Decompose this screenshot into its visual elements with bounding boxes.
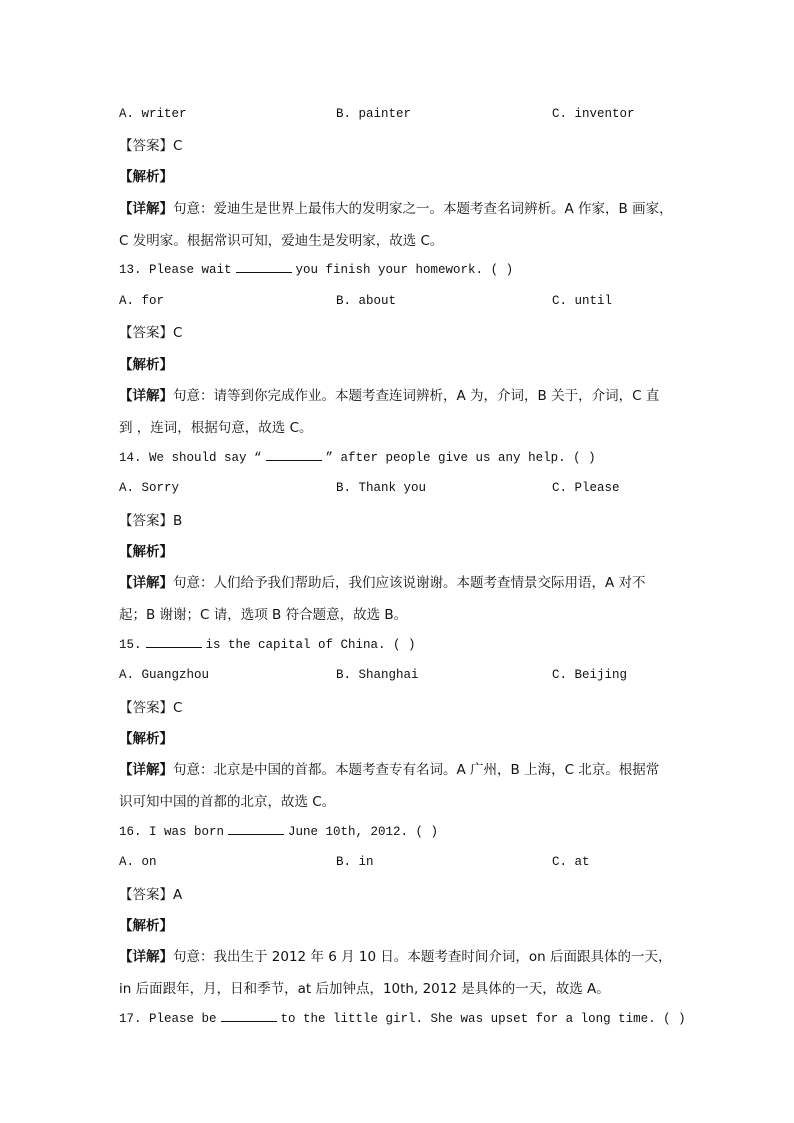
q14-option-b: B. Thank you	[336, 481, 427, 495]
q13-option-b: B. about	[336, 294, 397, 308]
q12-detail-line-1	[119, 197, 673, 217]
detail-label: 【详解】	[119, 762, 173, 778]
answer-blank	[146, 637, 202, 648]
answer-blank	[221, 1011, 277, 1022]
detail-label: 【详解】	[119, 201, 173, 217]
q15-analysis-heading: 【解析】	[119, 731, 173, 747]
answer-blank	[266, 450, 322, 461]
q14-detail-line-1	[119, 571, 646, 591]
answer-blank	[236, 262, 292, 273]
q12-answer: 【答案】C	[119, 138, 183, 154]
q16-stem	[119, 824, 438, 839]
q15-answer: 【答案】C	[119, 700, 183, 716]
stem-start: 15.	[119, 638, 142, 652]
q13-stem	[119, 262, 513, 277]
q13-option-c: C. until	[552, 294, 613, 308]
detail-text: 句意：爱迪生是世界上最伟大的发明家之一。本题考查名词辨析。A 作家，B 画家，	[173, 201, 673, 217]
q16-option-c: C. at	[552, 855, 590, 869]
q15-option-a: A. Guangzhou	[119, 668, 210, 682]
q15-option-b: B. Shanghai	[336, 668, 419, 682]
detail-text: 句意：请等到你完成作业。本题考查连词辨析，A 为，介词，B 关于，介词，C 直	[173, 388, 660, 404]
stem-end: to the little girl. She was upset for a long time. ( )	[280, 1012, 686, 1026]
q13-option-a: A. for	[119, 294, 165, 308]
q14-option-a: A. Sorry	[119, 481, 180, 495]
q13-detail-line-2: 到 ，连词，根据句意，故选 C。	[119, 420, 313, 436]
q14-stem	[119, 450, 596, 465]
q17-stem	[119, 1011, 686, 1026]
q12-option-c: C. inventor	[552, 107, 635, 121]
q12-option-a: A. writer	[119, 107, 187, 121]
q16-analysis-heading: 【解析】	[119, 918, 173, 934]
q12-detail-line-2: C 发明家。根据常识可知，爱迪生是发明家，故选 C。	[119, 233, 444, 249]
q15-option-c: C. Beijing	[552, 668, 628, 682]
detail-label: 【详解】	[119, 388, 173, 404]
detail-text: 句意：人们给予我们帮助后，我们应该说谢谢。本题考查情景交际用语，A 对不	[173, 575, 646, 591]
answer-blank	[228, 824, 284, 835]
stem-start: 14. We should say “	[119, 451, 262, 465]
detail-label: 【详解】	[119, 575, 173, 591]
stem-start: 17. Please be	[119, 1012, 217, 1026]
q15-detail-line-2: 识可知中国的首都的北京，故选 C。	[119, 794, 336, 810]
detail-label: 【详解】	[119, 949, 173, 965]
q15-stem	[119, 637, 416, 652]
stem-start: 16. I was born	[119, 825, 225, 839]
q16-detail-line-1	[119, 945, 671, 965]
q14-detail-line-2: 起；B 谢谢；C 请，选项 B 符合题意，故选 B。	[119, 607, 408, 623]
detail-text: 句意：北京是中国的首都。本题考查专有名词。A 广州，B 上海，C 北京。根据常	[173, 762, 660, 778]
q16-detail-line-2: in 后面跟年，月，日和季节，at 后加钟点，10th, 2012 是具体的一天，故选 A。	[119, 981, 610, 997]
q13-analysis-heading: 【解析】	[119, 357, 173, 373]
stem-end: you finish your homework. ( )	[295, 263, 514, 277]
stem-end: June 10th, 2012. ( )	[288, 825, 439, 839]
q16-option-b: B. in	[336, 855, 374, 869]
q12-analysis-heading: 【解析】	[119, 169, 173, 185]
detail-text: 句意：我出生于 2012 年 6 月 10 日。本题考查时间介词，on 后面跟具体的一天，	[173, 949, 672, 965]
q14-option-c: C. Please	[552, 481, 620, 495]
stem-end: is the capital of China. ( )	[205, 638, 416, 652]
q15-detail-line-1	[119, 758, 659, 778]
q16-option-a: A. on	[119, 855, 157, 869]
q14-analysis-heading: 【解析】	[119, 544, 173, 560]
q16-answer: 【答案】A	[119, 887, 183, 903]
stem-start: 13. Please wait	[119, 263, 232, 277]
q12-option-b: B. painter	[336, 107, 412, 121]
q13-answer: 【答案】C	[119, 325, 183, 341]
stem-end: ” after people give us any help. ( )	[325, 451, 596, 465]
q14-answer: 【答案】B	[119, 513, 183, 529]
q13-detail-line-1	[119, 384, 659, 404]
